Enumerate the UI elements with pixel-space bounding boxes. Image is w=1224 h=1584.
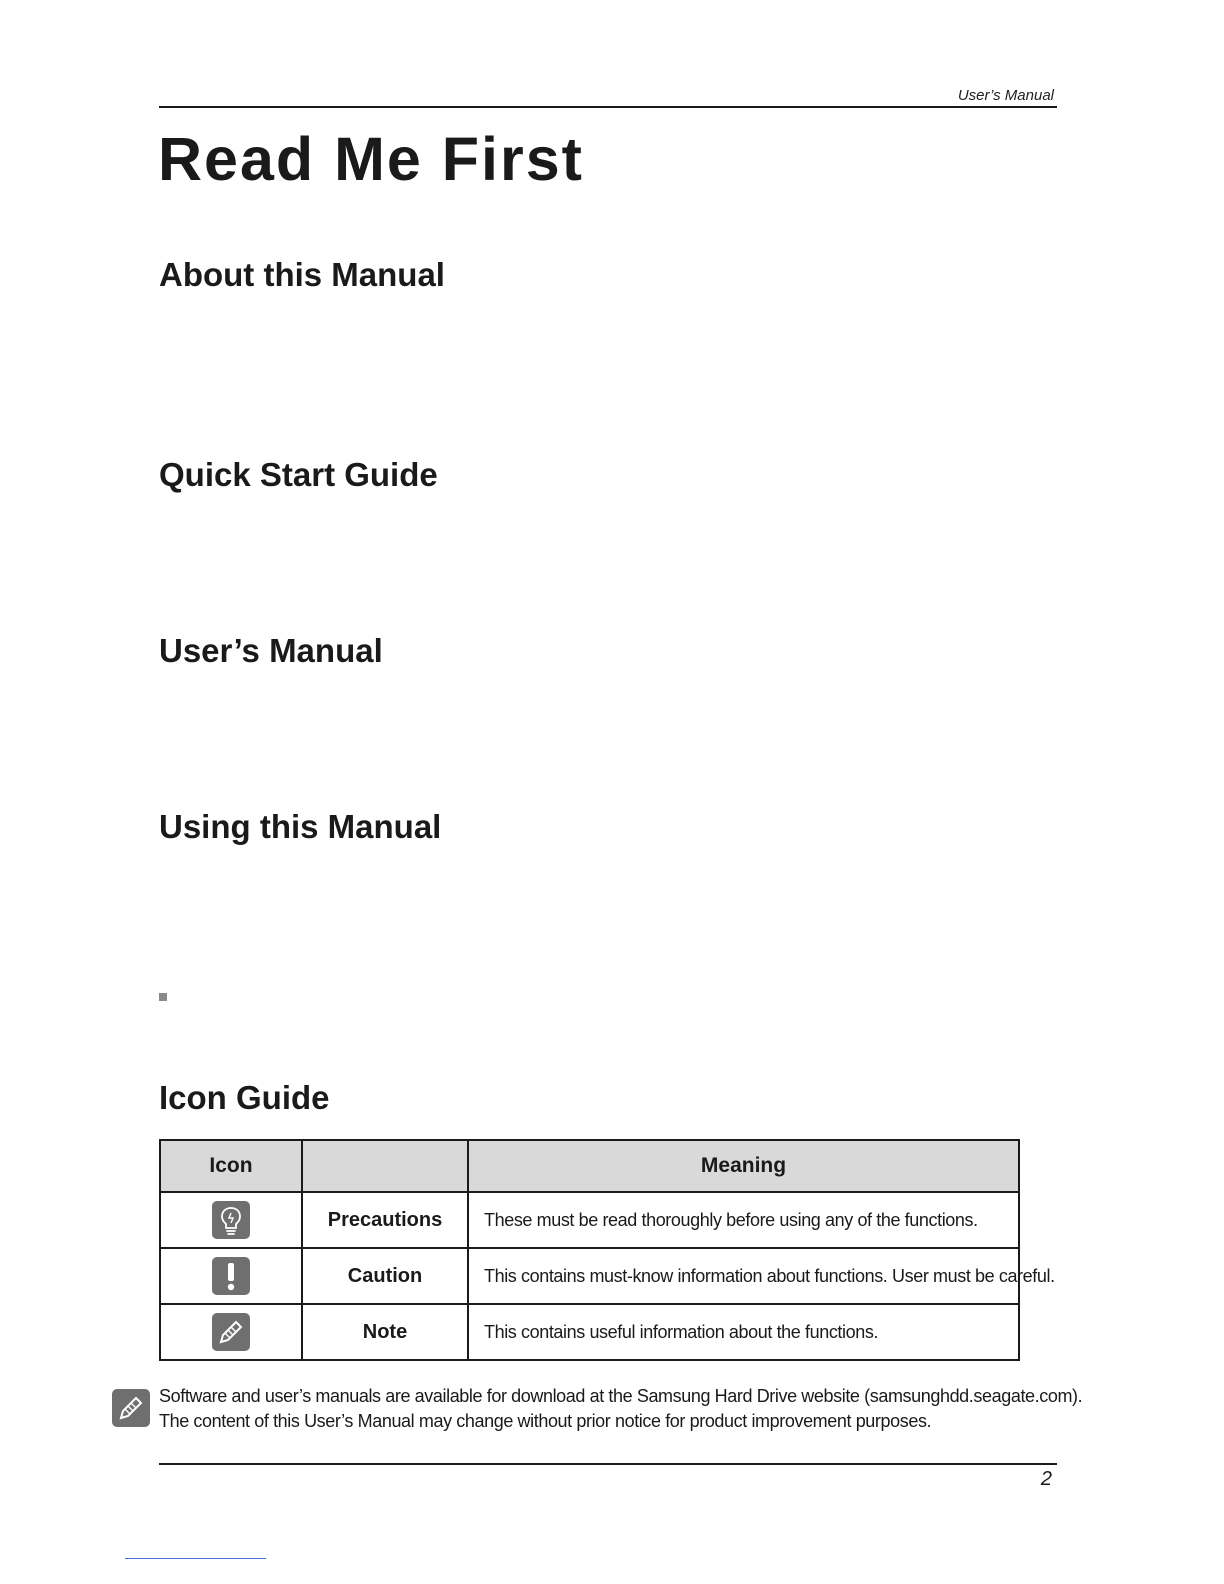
bullet-marker <box>159 993 167 1001</box>
section-heading-users-manual: User’s Manual <box>159 632 383 669</box>
table-row <box>160 1192 1019 1248</box>
section-heading-about: About this Manual <box>159 256 445 293</box>
icon-name-cell: Note <box>302 1304 468 1360</box>
icon-name-cell: Caution <box>302 1248 468 1304</box>
section-heading-using: Using this Manual <box>159 808 442 845</box>
table-row <box>160 1248 1019 1304</box>
footnote-line: The content of this User’s Manual may change without prior notice for product improvement purposes. <box>159 1411 932 1431</box>
footnote-line: Software and user’s manuals are available for download at the Samsung Hard Drive website (samsunghdd.seagate.com). <box>159 1386 1083 1406</box>
icon-meaning-cell: This contains must-know information about functions. User must be careful. <box>468 1248 1019 1304</box>
link-underline <box>125 1558 266 1559</box>
exclamation-icon <box>212 1257 250 1295</box>
table-row <box>160 1304 1019 1360</box>
running-header: User’s Manual <box>957 87 1054 104</box>
footer-rule <box>159 1463 1057 1465</box>
header-rule <box>159 106 1057 108</box>
table-header-row <box>160 1140 1019 1192</box>
page-title: Read Me First <box>158 125 584 193</box>
icon-name-cell: Precautions <box>302 1192 468 1248</box>
section-heading-icon-guide: Icon Guide <box>159 1079 330 1116</box>
pencil-icon <box>212 1313 250 1351</box>
lightbulb-icon <box>212 1201 250 1239</box>
section-heading-quick-start: Quick Start Guide <box>159 456 438 493</box>
column-header-meaning: Meaning <box>468 1140 1019 1192</box>
column-header-icon: Icon <box>160 1140 302 1192</box>
icon-cell <box>160 1192 302 1248</box>
page-number: 2 <box>1040 1468 1052 1490</box>
icon-guide-table <box>159 1139 1055 1361</box>
icon-meaning-cell: These must be read thoroughly before using any of the functions. <box>468 1192 1019 1248</box>
column-header-name <box>302 1140 468 1192</box>
icon-cell <box>160 1304 302 1360</box>
note-pencil-icon <box>112 1389 150 1427</box>
icon-meaning-cell: This contains useful information about the functions. <box>468 1304 1019 1360</box>
icon-cell <box>160 1248 302 1304</box>
